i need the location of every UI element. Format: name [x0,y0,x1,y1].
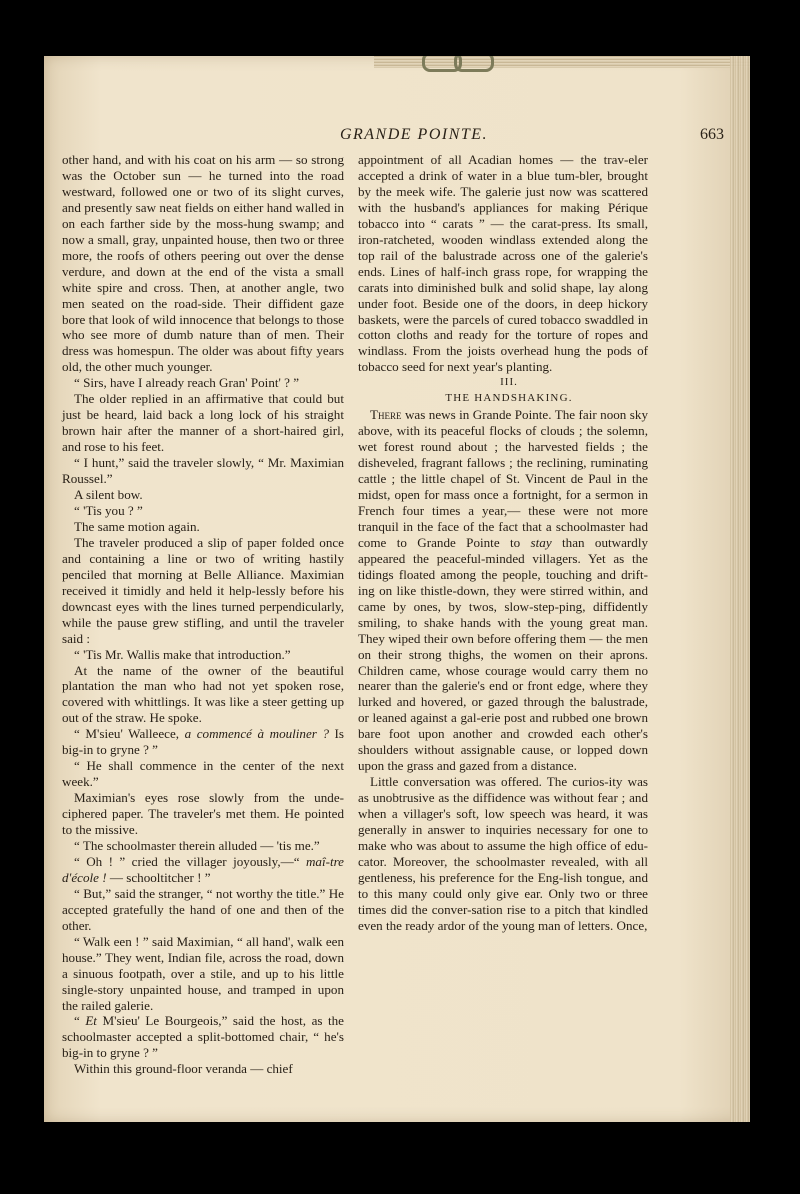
text-run: — schooltitcher ! ” [106,869,211,885]
paragraph: “ Walk een ! ” said Maximian, “ all hand', walk een house.” They went, Indian file, across the road, down a sinuous footpath, over a stile, and up to his little single-story unpainted house, and tramped in upon the railed galerie. [62,933,344,1013]
right-column [358,152,648,934]
paragraph: “ But,” said the stranger, “ not worthy the title.” He accepted gratefully the hand of one and then of the other. [62,885,344,933]
text-run: than outwardly appeared the peaceful-minded villagers. Yet as the tidings floated among the people, touching and drift-ing on like thistle-down, they were stirred within, and came by ones, by twos, slow-step-ping, diffidently smiling, to shake hands with the young great man. They wiped their own before offering them — the men on their strong thighs, the women on their aprons. Children came, whose courage would carry them no nearer than the galerie's end or front edge, where they lurked and hovered, or gazed through the balustrade, or leaned against a gal-erie post and rubbed one brown bare foot upon another and crowded each other's shoulders without assignable cause, or lopped down upon the grass and gazed from a distance. [358,534,649,774]
paragraph: other hand, and with his coat on his arm — so strong was the October sun — he turned into the road westward, followed one or two of its slight curves, and presently saw neat fields on either hand walled in on each farther side by the moss-hung swamp; and now a small, gray, unpainted house, then two or three more, the roofs of others peering out over the dense verdure, and down at the end of the vista a small white spire and cross. Then, at another angle, two men seated on the road-side. Their diffident gaze bore that look of wild innocence that belongs to those who see more of dumb nature than of men. Their dress was homespun. The older was about fifty years old, the other much younger. [62,152,344,375]
paragraph: “ 'Tis you ? ” [74,502,143,518]
italic-run: maî-tre d'école ! [62,853,344,885]
paragraph: “ The schoolmaster therein alluded — 'tis me.” [74,837,320,853]
section-number: III. [500,376,518,389]
paragraph: “ 'Tis Mr. Wallis make that introduction.” [74,646,291,662]
italic-run: stay [530,534,552,550]
page-header [104,126,724,148]
paragraph [62,726,344,758]
paragraph [62,854,344,886]
page-edge-stack [730,56,750,1122]
paragraph: The same motion again. [74,518,200,534]
smallcaps-run: There [370,407,402,423]
text-run: was news in Grande Pointe. The fair noon sky above, with its peaceful flocks of clouds ; the solemn, wet forest round about ; the harvested fields ; the disheveled, fragrant fallows ; the reclining, ruminating cattle ; the little chapel of St. Vincent de Paul in the midst, open for mass once a fortnight, for a sermon in French four times a year,— these were not more tranquil in the face of the fact that a schoolmaster had come to Grande Pointe to [358,407,648,550]
book-page [44,56,750,1122]
paragraph: “ He shall commence in the center of the next week.” [62,758,344,790]
paragraph: Little conversation was offered. The curios-ity was as unobtrusive as the diffidence was without fear ; and when a villager's soft, low speech was heard, it was generally in answer to inquiries necessary for one to make who was about to assume the high office of edu-cator. Moreover, the schoolmaster revealed, with all gentleness, his preference for the Eng-lish tongue, and to this many could only give ear. Only two or three times did the conver-sation rise to a pitch that kindled even the ready ardor of the young man of letters. Once, [358,774,648,933]
italic-run: a commencé à mouliner ? [184,726,329,742]
text-run: Is big-in to gryne ? ” [62,726,345,758]
text-run: “ Oh ! ” cried the villager joyously,—“ [74,853,306,869]
paper-clip-icon [454,56,494,72]
page-number: 663 [700,126,724,143]
text-run: “ M'sieu' Walleece, [74,726,185,742]
paragraph: “ Sirs, have I already reach Gran' Point' ? ” [74,375,300,391]
paragraph: At the name of the owner of the beautiful plantation the man who had not yet spoken rose, covered with whittlings. It was like a steer getting up out of the straw. He spoke. [62,662,344,726]
paragraph [358,407,648,774]
running-title: GRANDE POINTE. [339,126,489,143]
italic-run: Et [85,1013,97,1029]
left-column [62,152,344,1077]
paragraph: The older replied in an affirmative that could but just be heard, laid back a long lock of his straight brown hair after the manner of a short-haired girl, and rose to his feet. [62,391,344,455]
paragraph: The traveler produced a slip of paper folded once and containing a line or two of writing hastily penciled that morning at Belle Alliance. Maximian received it timidly and held it help-lessly before his downcast eyes with the lines turned perpendicularly, while the pause grew stifling, and until the traveler said : [62,534,344,646]
text-run: M'sieu' Le Bourgeois,” said the host, as the schoolmaster accepted a split-bottomed chair, “ he's big-in to gryne ? ” [62,1013,344,1061]
paragraph: A silent bow. [74,487,143,503]
paragraph: appointment of all Acadian homes — the trav-eler accepted a drink of water in a blue tum-bler, brought by the meek wife. The galerie just now was scattered with the husband's appliances for making Périque tobacco into “ carats ” — the carat-press. Its small, iron-ratcheted, wooden windlass extended along the top rail of the balustrade across one of the galerie's ends. Lines of half-inch grass rope, for wrapping the carats into diminished bulk and solid shape, lay along under foot. Beside one of the doors, in deep hickory baskets, were the parcels of cured tobacco swaddled in cotton cloths and ready for the torture of ropes and windlass. From the joists overhead hung the pods of tobacco seed for next year's planting. [358,152,648,375]
text-run: “ [74,1013,86,1029]
paragraph [62,1013,344,1061]
paragraph: Within this ground-floor veranda — chief [74,1061,293,1077]
section-title: THE HANDSHAKING. [445,392,573,405]
paragraph: Maximian's eyes rose slowly from the unde-ciphered paper. The traveler's met them. He pointed to the missive. [62,790,344,838]
paragraph: “ I hunt,” said the traveler slowly, “ Mr. Maximian Roussel.” [62,455,344,487]
